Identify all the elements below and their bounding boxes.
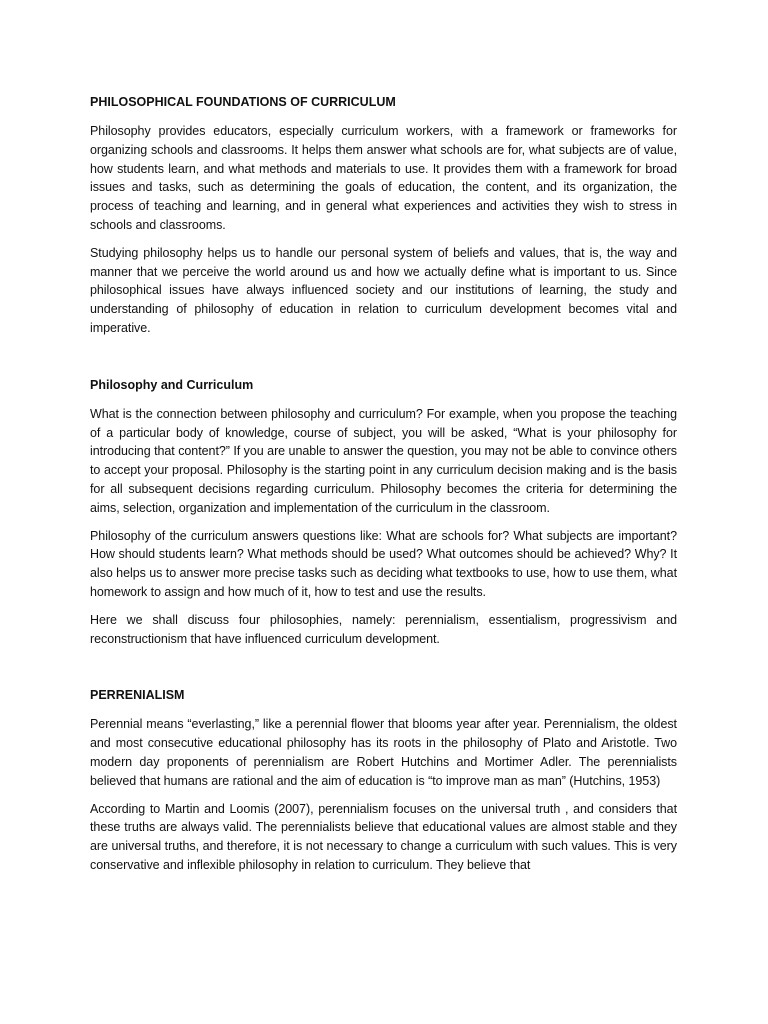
document-page — [90, 94, 677, 884]
section-spacer — [90, 347, 677, 377]
document-title: PHILOSOPHICAL FOUNDATIONS OF CURRICULUM — [90, 95, 396, 109]
intro-paragraph-2: Studying philosophy helps us to handle our personal system of beliefs and values, that is, the way and manner that we perceive the world around us and how we actually define what is important to us. Since philosophical issues have always influenced society and our institutions of learning, the study and understanding of philosophy of education in relation to curriculum development becomes vital and imperative. — [90, 245, 677, 335]
curriculum-paragraph-2: Philosophy of the curriculum answers questions like: What are schools for? What subjects are important? How should students learn? What methods should be used? What outcomes should be achieved? Why? It also helps us to answer more precise tasks such as deciding what textbooks to use, how to use them, what homework to assign and how much of it, how to test and use the results. — [90, 528, 677, 599]
section-heading-perennialism: PERRENIALISM — [90, 688, 185, 703]
curriculum-paragraph-3: Here we shall discuss four philosophies, namely: perennialism, essentialism, progressivism and reconstructionism that have influenced curriculum development. — [90, 612, 677, 646]
section-heading-philosophy-curriculum: Philosophy and Curriculum — [90, 377, 254, 392]
perennialism-paragraph-1: Perennial means “everlasting,” like a perennial flower that blooms year after year. Perennialism, the oldest and most consecutive educational philosophy has its roots in the philosophy of Plato and Aristotle. Two modern day proponents of perennialism are Robert Hutchins and Mortimer Adler. The perennialists believed that humans are rational and the aim of education is “to improve man as man” (Hutchins, 1953) — [90, 717, 677, 788]
section-spacer — [90, 657, 677, 687]
intro-paragraph-1: Philosophy provides educators, especially curriculum workers, with a framework or frameworks for organizing schools and classrooms. It helps them answer what schools are for, what subjects are of value, how students learn, and what methods and materials to use. It provides them with a framework for broad issues and tasks, such as determining the goals of education, the content, and its organization, the process of teaching and learning, and in general what experiences and activities they wish to stress in schools and classrooms. — [90, 124, 677, 232]
perennialism-paragraph-2: According to Martin and Loomis (2007), perennialism focuses on the universal truth , and considers that these truths are always valid. The perennialists believe that educational values are almost stable and they are universal truths, and therefore, it is not necessary to change a curriculum with such values. This is very conservative and inflexible philosophy in relation to curriculum. They believe that — [90, 801, 677, 872]
curriculum-paragraph-1: What is the connection between philosophy and curriculum? For example, when you propose the teaching of a particular body of knowledge, course of subject, you will be asked, “What is your philosophy for introducing that content?” If you are unable to answer the question, you may not be able to convince others to accept your proposal. Philosophy is the starting point in any curriculum decision making and is the basis for all subsequent decisions regarding curriculum. Philosophy becomes the criteria for determining the aims, selection, organization and implementation of the curriculum in the classroom. — [90, 406, 677, 515]
